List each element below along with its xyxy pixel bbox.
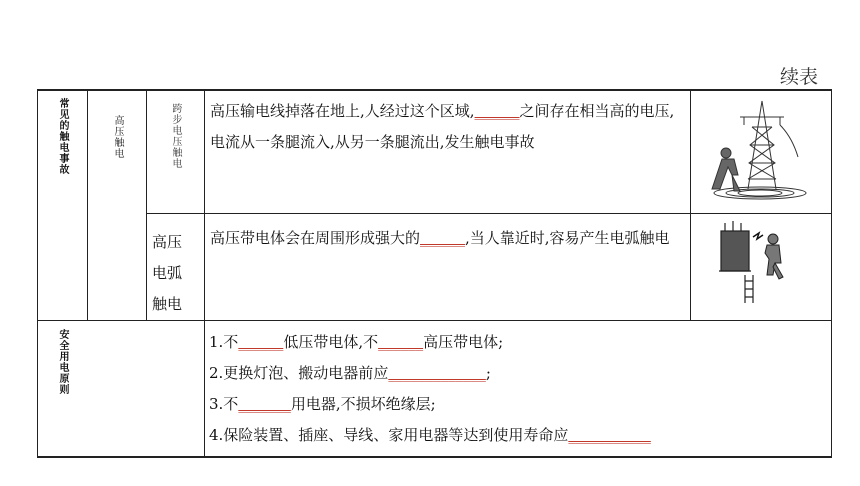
answer-blank[interactable]: ______ <box>378 333 424 351</box>
table-left-border <box>37 89 38 458</box>
step-voltage-description <box>210 96 686 158</box>
safety-line-4 <box>209 420 827 451</box>
arc-description <box>210 223 686 254</box>
answer-blank[interactable]: _____________ <box>388 364 486 382</box>
text-segment: 用电器,不损坏绝缘层; <box>290 395 436 413</box>
row-divider-2 <box>37 320 832 321</box>
col-divider-1 <box>87 89 88 320</box>
answer-blank[interactable]: ___________ <box>568 426 651 444</box>
safety-line-3 <box>209 389 827 420</box>
table-right-border <box>831 89 832 458</box>
answer-blank[interactable]: ______ <box>474 102 520 120</box>
text-segment: 4.保险装置、插座、导线、家用电器等达到使用寿命应 <box>209 426 569 444</box>
step-voltage-label: 跨步电压触电 <box>170 103 181 169</box>
row-divider-1 <box>146 213 832 214</box>
safety-principles-list <box>209 327 827 451</box>
safety-principle-label: 安全用电原则 <box>57 329 68 395</box>
text-segment: 1.不 <box>209 333 239 351</box>
text-segment: 3.不 <box>209 395 239 413</box>
text-segment: 高压带电体; <box>423 333 504 351</box>
continuation-label: 续表 <box>780 66 819 88</box>
answer-blank[interactable]: _______ <box>238 395 291 413</box>
transformer-arc-icon <box>713 219 793 303</box>
step-voltage-text-b: 之间存在相当高的电压,电流从一条腿流入,从另一条腿流出,发生触电事故 <box>210 102 675 151</box>
arc-label <box>152 227 192 320</box>
safety-line-1 <box>209 327 827 358</box>
category-sub-label: 高压触电 <box>112 115 123 159</box>
table-top-border <box>37 89 832 91</box>
answer-blank[interactable]: ______ <box>238 333 284 351</box>
text-segment: 低压带电体,不 <box>283 333 379 351</box>
text-segment: 2.更换灯泡、搬动电器前应 <box>209 364 389 382</box>
category-main-label: 常见的触电事故 <box>57 98 68 175</box>
arc-label-line: 电弧 <box>152 264 183 282</box>
step-voltage-text-a: 高压输电线掉落在地上,人经过这个区域, <box>210 102 475 120</box>
arc-text-a: 高压带电体会在周围形成强大的 <box>210 229 421 247</box>
tower-person-icon <box>704 97 818 205</box>
electric-safety-table <box>37 89 832 458</box>
arc-label-line: 触电 <box>152 295 183 313</box>
col-divider-3 <box>204 89 205 458</box>
answer-blank[interactable]: ______ <box>420 229 466 247</box>
arc-label-line: 高压 <box>152 233 183 251</box>
text-segment: ; <box>485 364 491 382</box>
arc-text-b: ,当人靠近时,容易产生电弧触电 <box>465 229 670 247</box>
col-divider-4 <box>690 89 691 320</box>
col-divider-2 <box>146 89 147 320</box>
safety-line-2 <box>209 358 827 389</box>
table-bottom-border <box>37 456 832 458</box>
